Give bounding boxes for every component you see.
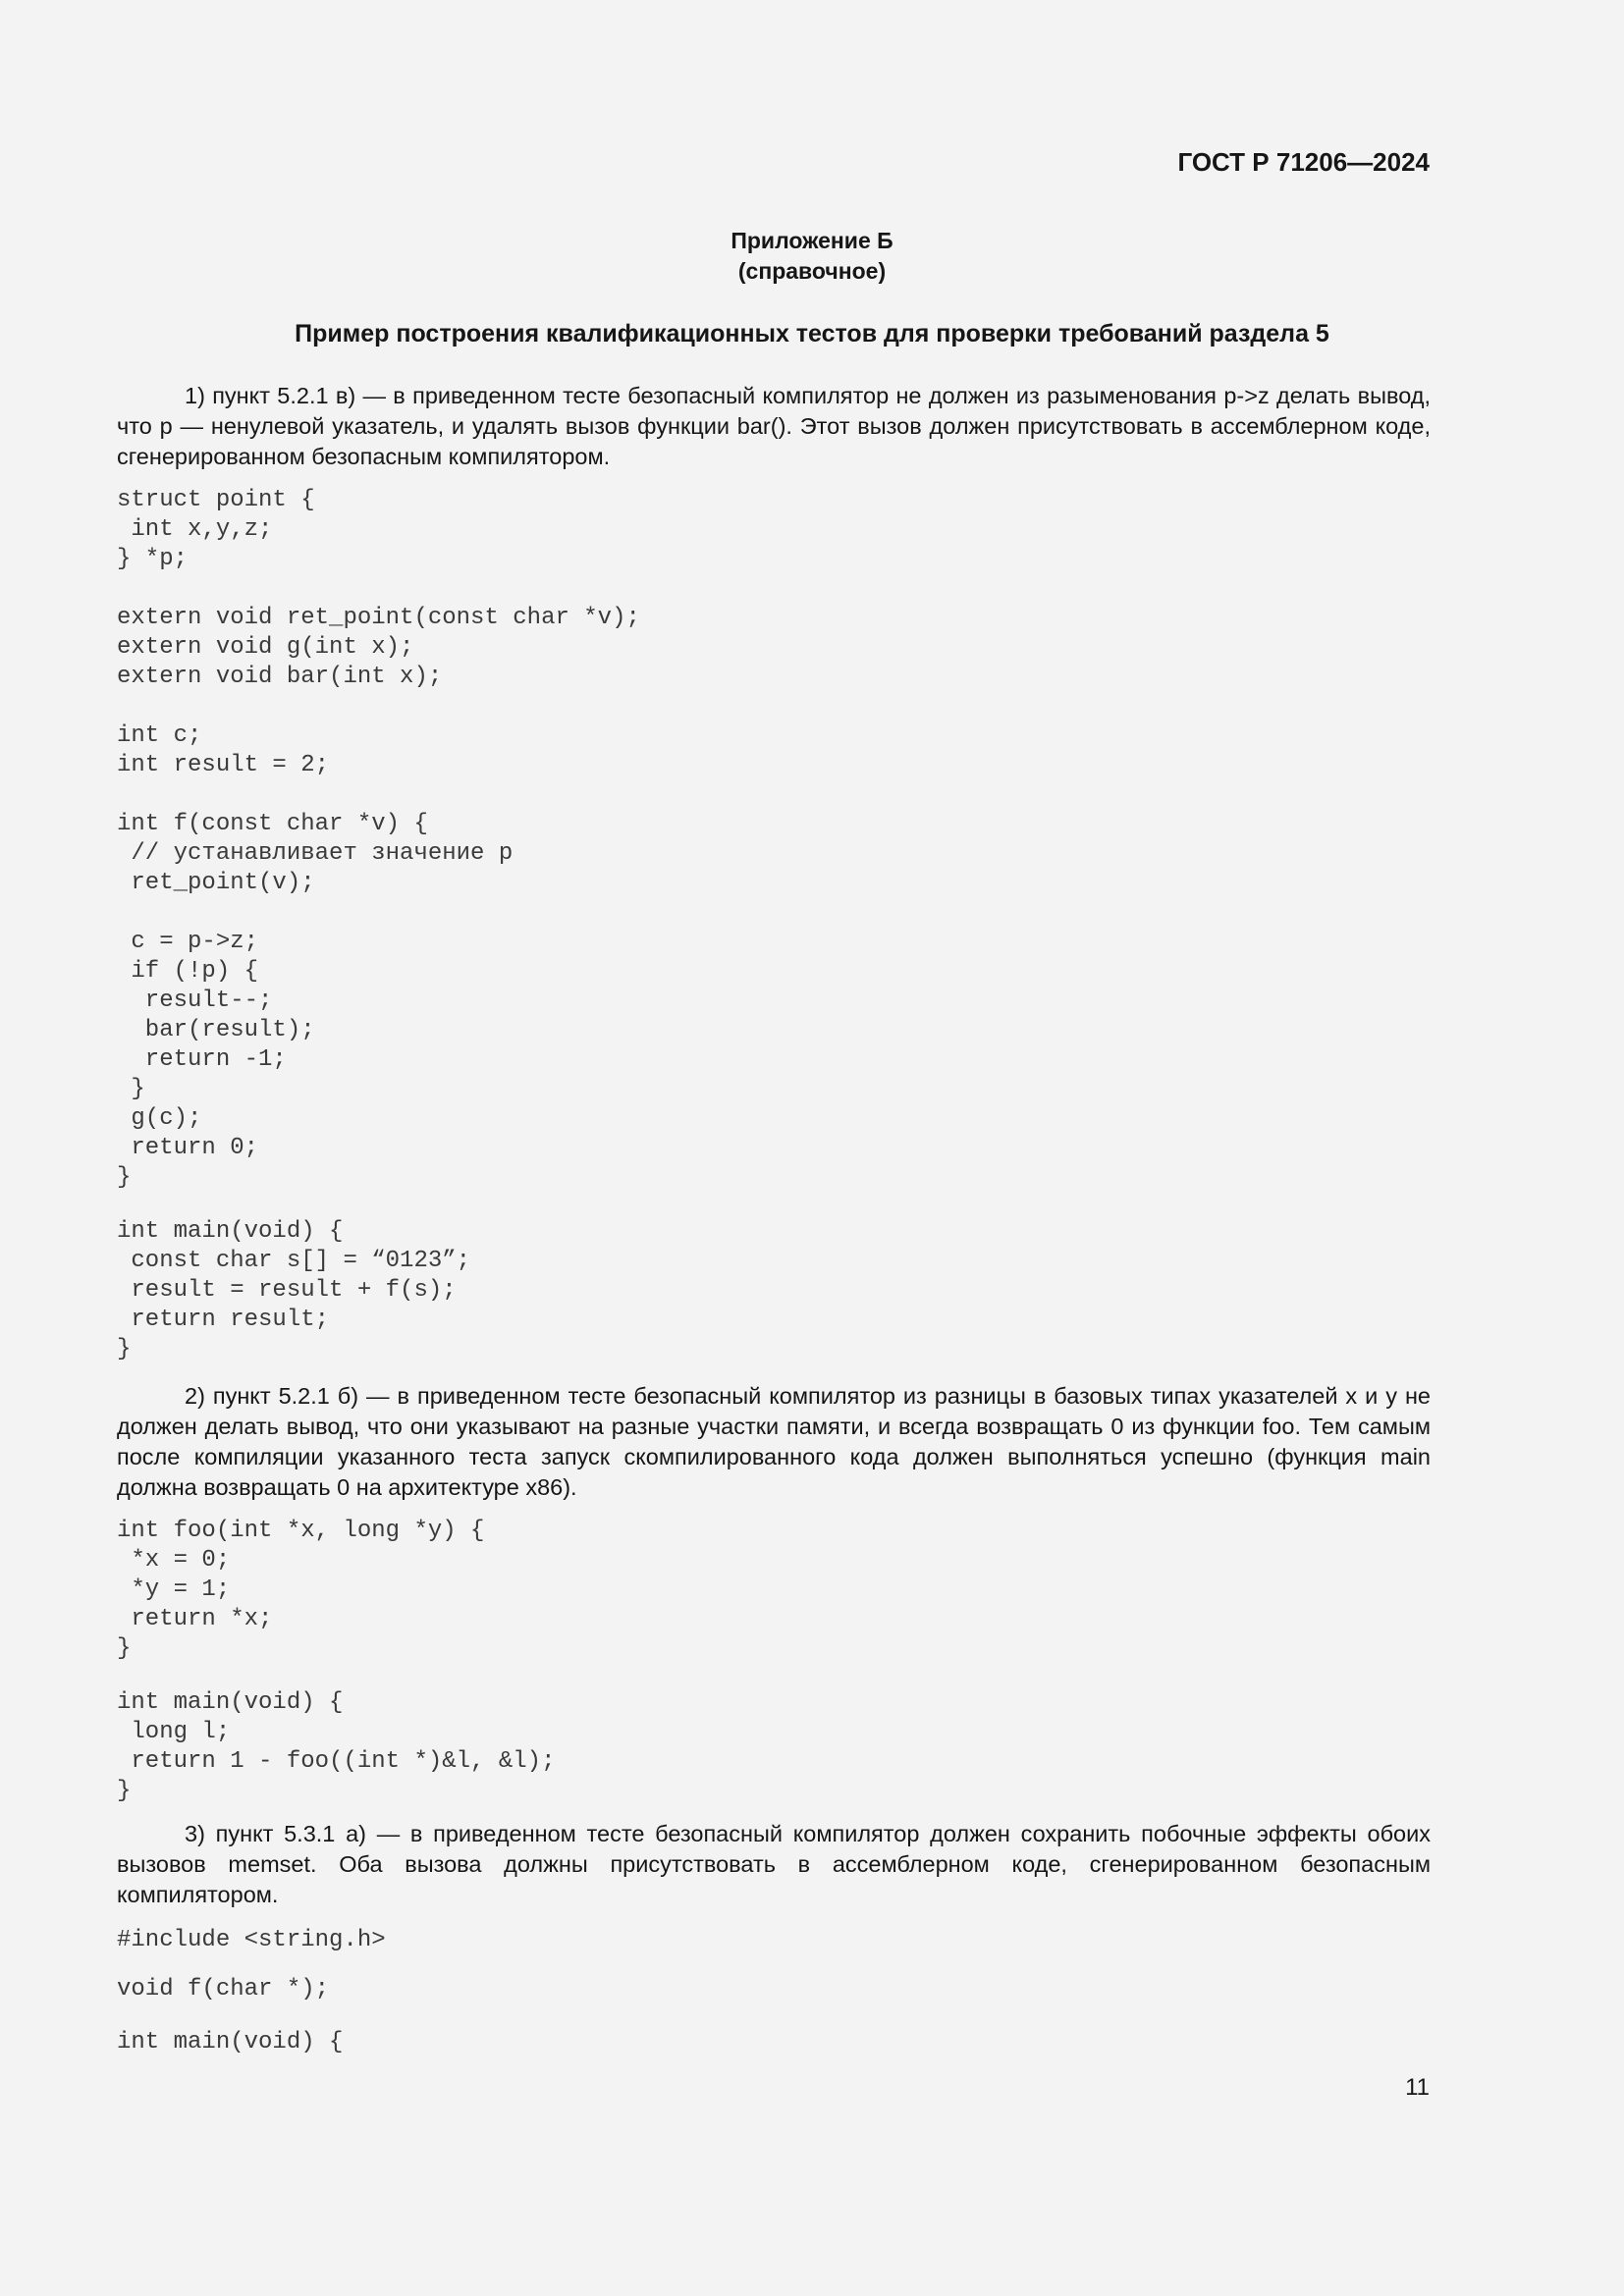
- paragraph-2: 2) пункт 5.2.1 б) — в приведенном тесте безопасный компилятор из разницы в базовых типах указателей x и y не должен делать вывод, что они указывают на разные участки памяти, и всегда возвращать 0 из функции foo. Тем самым после компиляции указанного теста запуск скомпилированного кода должен выполняться успешно (функция main должна возвращать 0 на архитектуре x86).: [117, 1383, 1431, 1500]
- appendix-subtitle: (справочное): [737, 258, 887, 284]
- code-block-4: int main(void) { long l; return 1 - foo((int *)&l, &l); }: [117, 1689, 556, 1804]
- page-number: 11: [1405, 2074, 1430, 2101]
- paragraph-1: 1) пункт 5.2.1 в) — в приведенном тесте безопасный компилятор не должен из разыменования p->z делать вывод, что p — ненулевой указатель, и удалять вызов функции bar(). Этот вызов должен присутствовать в ассемблерном коде, сгенерированном безопасным компилятором.: [117, 383, 1431, 469]
- standard-designation: ГОСТ Р 71206—2024: [1177, 147, 1430, 177]
- appendix-title: Приложение Б: [731, 228, 893, 253]
- code-block-5: #include <string.h>: [117, 1927, 386, 1953]
- appendix-heading: [0, 226, 1624, 287]
- code-block-2: int main(void) { const char s[] = “0123”; result = result + f(s); return result; }: [117, 1218, 471, 1362]
- code-block-1: struct point { int x,y,z; } *p; extern void ret_point(const char *v); extern void g(int x); extern void bar(int x); int c; int result = 2; int f(const char *v) { // устанавливает значение p ret_point(v); c = p->z; if (!p) { result--; bar(result); return -1; } g(c); return 0; }: [117, 487, 640, 1191]
- code-block-6: void f(char *);: [117, 1976, 330, 2002]
- code-block-7: int main(void) {: [117, 2029, 344, 2056]
- paragraph-3: 3) пункт 5.3.1 а) — в приведенном тесте безопасный компилятор должен сохранить побочные эффекты обоих вызовов memset. Оба вызова должны присутствовать в ассемблерном коде, сгенерированном безопасным компилятором.: [117, 1821, 1431, 1907]
- code-block-3: int foo(int *x, long *y) { *x = 0; *y = 1; return *x; }: [117, 1518, 485, 1662]
- page-title: Пример построения квалификационных тестов для проверки требований раздела 5: [295, 320, 1329, 347]
